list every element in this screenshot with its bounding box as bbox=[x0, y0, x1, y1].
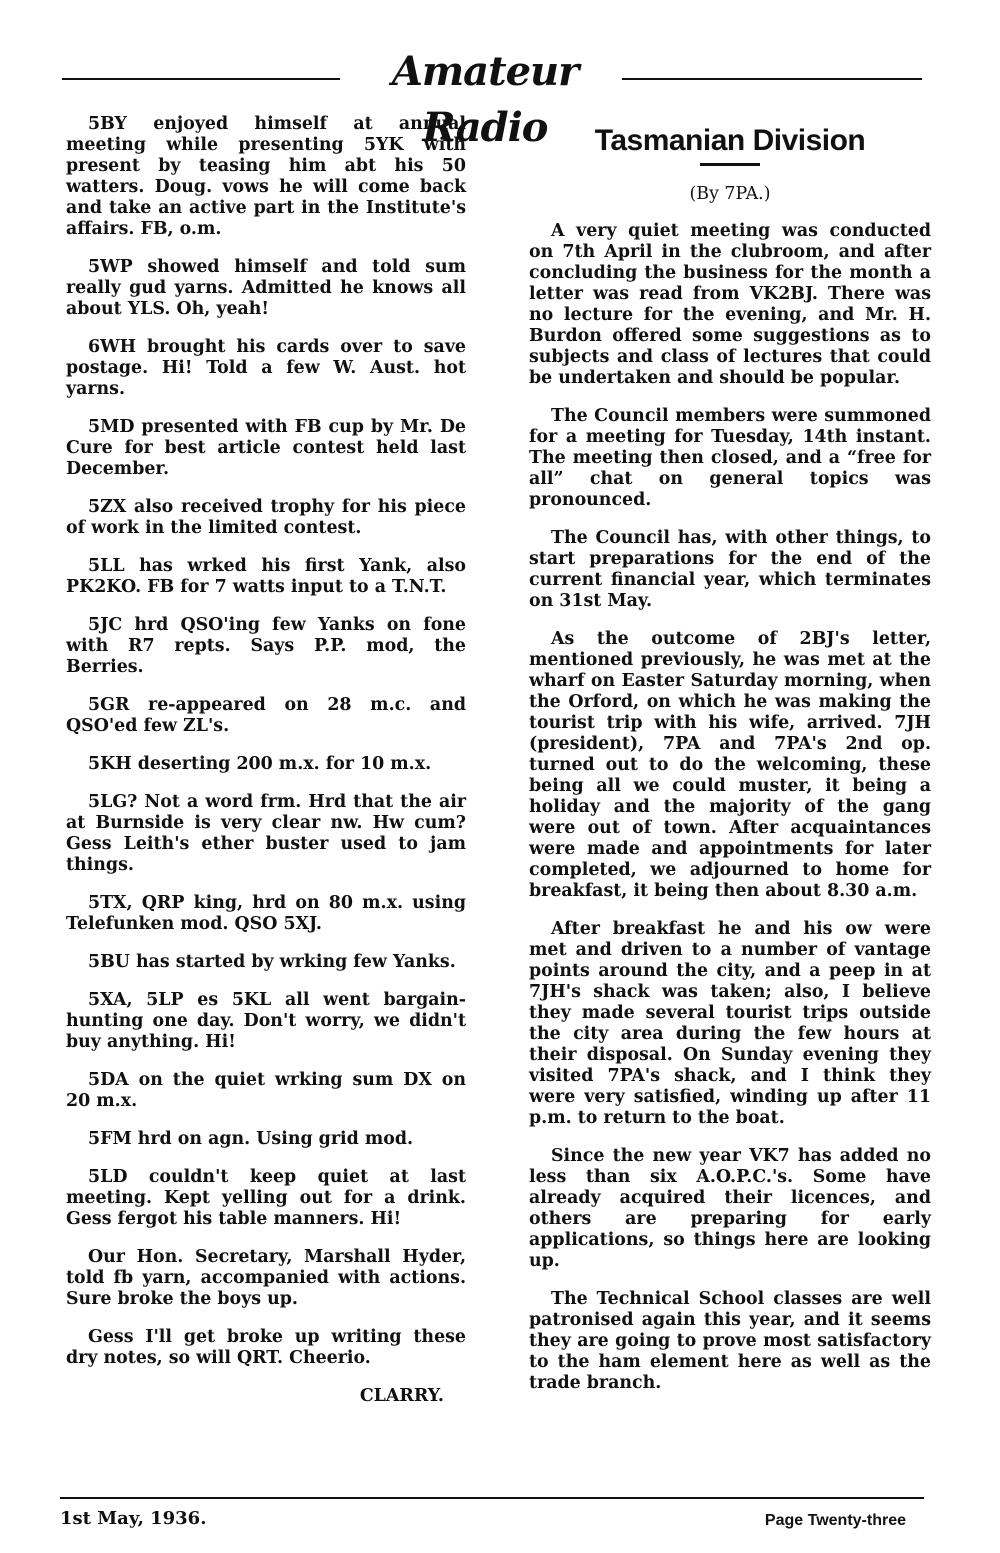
paragraph: 5LL has wrked his first Yank, also PK2KO. FB for 7 watts input to a T.N.T. bbox=[66, 556, 466, 597]
paragraph: 5LD couldn't keep quiet at last meeting. Kept yelling out for a drink. Gess fergot his table manners. Hi! bbox=[66, 1167, 466, 1229]
footer-rule bbox=[60, 1497, 924, 1499]
paragraph: 5KH deserting 200 m.x. for 10 m.x. bbox=[88, 754, 432, 774]
paragraph: 5XA, 5LP es 5KL all went bargain-hunting one day. Don't worry, we didn't buy anything. Hi! bbox=[66, 990, 466, 1052]
paragraph: 5BU has started by wrking few Yanks. bbox=[88, 952, 456, 972]
paragraph: 5JC hrd QSO'ing few Yanks on fone with R7 repts. Says P.P. mod, the Berries. bbox=[66, 615, 466, 677]
paragraph: 5FM hrd on agn. Using grid mod. bbox=[88, 1129, 414, 1149]
paragraph: 5MD presented with FB cup by Mr. De Cure for best article contest held last December. bbox=[66, 417, 466, 479]
signature: CLARRY. bbox=[359, 1386, 444, 1406]
title-rule bbox=[700, 163, 760, 166]
left-column bbox=[66, 114, 466, 1407]
byline: (By 7PA.) bbox=[689, 184, 771, 204]
paragraph: 5GR re-appeared on 28 m.c. and QSO'ed few ZL's. bbox=[66, 695, 466, 736]
masthead-rule-left bbox=[62, 78, 340, 80]
paragraph: After breakfast he and his ow were met and driven to a number of vantage points around the city, and a peep in at 7JH's shack was taken; also, I believe they made several tourist trips outside the city area during the few hours at their disposal. On Sunday evening they visited 7PA's shack, and I think they were very satisfied, winding up after 11 p.m. to return to the boat. bbox=[529, 919, 931, 1128]
section-title: Tasmanian Division bbox=[594, 124, 866, 157]
paragraph: As the outcome of 2BJ's letter, mentioned previously, he was met at the wharf on Easter Saturday morning, when the Orford, on which he was making the tourist trip with his wife, arrived. 7JH (president), 7PA and 7PA's 2nd op. turned out to do the welcoming, these being all we could muster, it being a holiday and the majority of the gang were out of town. After acquaintances were made and appointments for later completed, we adjourned to home for breakfast, it being then about 8.30 a.m. bbox=[529, 629, 931, 901]
paragraph: A very quiet meeting was conducted on 7th April in the clubroom, and after concluding the business for the month a letter was read from VK2BJ. There was no lecture for the evening, and Mr. H. Burdon offered some suggestions as to subjects and class of lectures that could be undertaken and should be popular. bbox=[529, 221, 931, 388]
masthead-title: Amateur Radio bbox=[391, 48, 579, 151]
paragraph: 5TX, QRP king, hrd on 80 m.x. using Telefunken mod. QSO 5XJ. bbox=[66, 893, 466, 934]
paragraph: 5WP showed himself and told sum really gud yarns. Admitted he knows all about YLS. Oh, yeah! bbox=[66, 257, 466, 319]
footer-page-number: Page Twenty-three bbox=[764, 1512, 906, 1529]
paragraph: The Council members were summoned for a meeting for Tuesday, 14th instant. The meeting then closed, and a “free for all” chat on general topics was pronounced. bbox=[529, 406, 931, 510]
masthead-rule-right bbox=[622, 78, 922, 80]
paragraph: 5DA on the quiet wrking sum DX on 20 m.x. bbox=[66, 1070, 466, 1111]
paragraph: Our Hon. Secretary, Marshall Hyder, told fb yarn, accompanied with actions. Sure broke the boys up. bbox=[66, 1247, 466, 1309]
footer-date: 1st May, 1936. bbox=[60, 1508, 207, 1529]
paragraph: The Council has, with other things, to start preparations for the end of the current financial year, which terminates on 31st May. bbox=[529, 528, 931, 611]
paragraph: 5LG? Not a word frm. Hrd that the air at Burnside is very clear nw. Hw cum? Gess Leith's ether buster used to jam things. bbox=[66, 792, 466, 875]
paragraph: 6WH brought his cards over to save postage. Hi! Told a few W. Aust. hot yarns. bbox=[66, 337, 466, 399]
paragraph: The Technical School classes are well patronised again this year, and it seems they are going to prove most satisfactory to the ham element here as well as the trade branch. bbox=[529, 1289, 931, 1393]
paragraph: Since the new year VK7 has added no less than six A.O.P.C.'s. Some have already acquired their licences, and others are preparing for early applications, so things here are looking up. bbox=[529, 1146, 931, 1271]
paragraph: 5ZX also received trophy for his piece of work in the limited contest. bbox=[66, 497, 466, 538]
paragraph: Gess I'll get broke up writing these dry notes, so will QRT. Cheerio. bbox=[66, 1327, 466, 1368]
paragraph: 5BY enjoyed himself at annual meeting while presenting 5YK with present by teasing him abt his 50 watters. Doug. vows he will come back and take an active part in the Institute's affairs. FB, o.m. bbox=[66, 114, 466, 239]
right-column bbox=[529, 114, 931, 1411]
